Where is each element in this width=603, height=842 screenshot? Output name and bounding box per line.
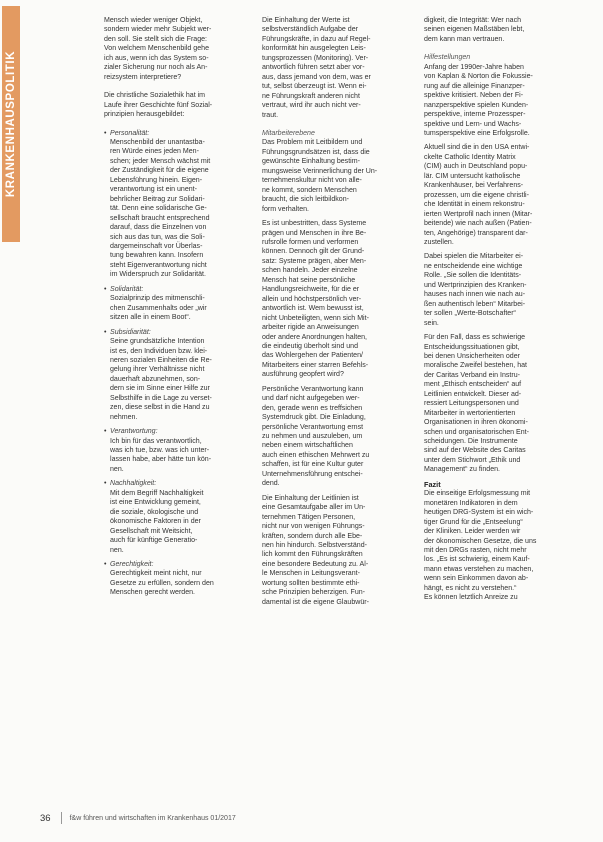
text-line: die soziale, ökologische und: [110, 508, 199, 516]
text-line: lassen habe, aber hätte tun kön-: [110, 456, 212, 464]
text-line: sich aus das tun, was die Soli-: [110, 233, 205, 241]
text-line: hängt, es nicht zu verstehen.“: [424, 584, 517, 592]
text-line: gelung ihrer Verhältnisse nicht: [110, 366, 205, 374]
principle-title: Gerechtigkeit:: [110, 561, 154, 569]
text-line: Selbsthilfe in die Lage zu verset-: [110, 394, 212, 402]
text-line: dend.: [262, 480, 280, 488]
footer-divider: [61, 812, 62, 824]
text-line: Das Problem mit Leitbildern und: [262, 139, 363, 147]
text-line: Anfang der 1990er-Jahre haben: [424, 63, 524, 71]
text-line: schen; jeder Mensch wächst mit: [110, 157, 211, 165]
text-line: ternehmenskultur nicht von alle-: [262, 177, 362, 185]
text-line: von Kaplan & Norton die Fokussie-: [424, 73, 533, 81]
text-line: Krankenhäuser, bei Verfahrens-: [424, 182, 524, 190]
col3-para1: [424, 16, 574, 44]
principle-item: [104, 328, 254, 423]
text-line: ökonomische Faktoren in der: [110, 518, 201, 526]
text-line: ren Würde eines jeden Men-: [110, 148, 199, 156]
text-line: schen und organisatorischen Ent-: [424, 428, 529, 436]
text-line: ne Führungskraft anderen nicht: [262, 92, 360, 100]
text-line: Es können letztlich Anreize zu: [424, 594, 518, 602]
principles-list: [104, 129, 254, 598]
text-line: nen.: [110, 546, 124, 554]
text-line: persönliche Verantwortung ernst: [262, 423, 364, 431]
text-line: auch für künftige Generatio-: [110, 537, 198, 545]
principle-item: [104, 129, 254, 280]
text-line: spektive kritisiert. Neben der Fi-: [424, 92, 524, 100]
text-line: ment „Ethisch entscheiden“ auf: [424, 381, 522, 389]
text-line: den soll. Sie stellt sich die Frage:: [104, 35, 208, 43]
text-line: Die Einhaltung der Werte ist: [262, 17, 350, 24]
text-line: Mitarbeiters einer starren Befehls-: [262, 361, 369, 369]
text-line: auch einen ethischen Mehrwert zu: [262, 451, 370, 459]
text-line: zialer Sicherung nur noch als An-: [104, 64, 208, 72]
text-line: Gesellschaft mit Weitsicht,: [110, 527, 193, 535]
text-line: Von welchem Menschenbild gehe: [104, 45, 209, 53]
text-line: Sozialprinzip des mitmenschli-: [110, 295, 205, 303]
text-line: reizsystem interpretiere?: [104, 73, 182, 81]
text-line: den, gerade wenn es treffsichen: [262, 404, 363, 412]
text-line: ten, Angehörige) transparent dar-: [424, 229, 528, 237]
heading-hilfestellungen: Hilfestellungen: [424, 54, 471, 62]
text-line: Rolle. „Sie sollen die Identitäts-: [424, 272, 522, 280]
principle-title: Nachhaltigkeit:: [110, 480, 157, 488]
text-line: Die Einhaltung der Leitlinien ist: [262, 494, 359, 502]
text-line: Aktuell sind die in den USA entwi-: [424, 144, 530, 152]
principle-item: [104, 427, 254, 474]
text-line: rufsrolle formen und verformen: [262, 238, 359, 246]
text-line: allein und höchstpersönlich ver-: [262, 295, 362, 303]
bullet-icon: •: [104, 561, 107, 569]
text-line: Organisationen in ihren ökonomi-: [424, 419, 528, 427]
text-line: darauf, dass die Einzelnen von: [110, 224, 207, 232]
text-line: Management“ zu finden.: [424, 466, 500, 474]
text-line: vertraut, wird ihr auch nicht ver-: [262, 102, 361, 110]
principle-item: [104, 560, 254, 598]
text-line: ausführung geopfert wird?: [262, 371, 344, 379]
text-line: Lebensführung hinein. Eigen-: [110, 176, 203, 184]
principle-title: Solidarität:: [110, 285, 144, 293]
text-line: neben einem wirtschaftlichen: [262, 442, 353, 450]
text-line: unter dem Stichwort „Ethik und: [424, 456, 521, 464]
text-line: Ich bin für das verantwortlich,: [110, 437, 202, 445]
bullet-icon: •: [104, 328, 107, 336]
text-line: nicht Unbeteiligten, wenn sich Mit-: [262, 314, 369, 322]
text-line: Entscheidungssituationen gibt,: [424, 343, 520, 351]
text-line: seinen eigenen Maßstäben lebt,: [424, 26, 525, 34]
text-line: ter sollen „Werte-Botschafter“: [424, 310, 516, 318]
text-line: der Zuständigkeit für die eigene: [110, 167, 209, 175]
text-line: und Wertprinzipien des Kranken-: [424, 281, 527, 289]
text-line: der ökonomischen Gesetze, die uns: [424, 537, 537, 545]
heading-fazit: Fazit: [424, 479, 441, 489]
bullet-icon: •: [104, 480, 107, 488]
text-line: sellschaft braucht entsprechend: [110, 214, 210, 222]
text-line: ßen authentisch leben“ Mitarbei-: [424, 300, 526, 308]
text-line: mann etwas verstehen zu machen,: [424, 565, 534, 573]
text-line: Seine grundsätzliche Intention: [110, 338, 205, 346]
text-line: eine besondere Bedeutung zu. Al-: [262, 560, 369, 568]
bullet-icon: •: [104, 428, 107, 436]
text-line: sche Prinzipien beherzigen. Fun-: [262, 589, 366, 597]
text-line: monetären Indikatoren in dem: [424, 499, 518, 507]
text-line: tut, selbst überzeugt ist. Wenn ei-: [262, 83, 367, 91]
text-line: perspektive, interne Prozessper-: [424, 111, 526, 119]
column-3: [424, 16, 574, 603]
text-line: Leitlinien entwickelt. Dieser ad-: [424, 390, 522, 398]
text-line: mit den DRGs rasten, nicht mehr: [424, 547, 527, 555]
text-line: Mensch hat seine persönliche: [262, 276, 356, 284]
text-line: nehmen.: [110, 413, 138, 421]
text-line: dem kann man vertrauen.: [424, 35, 505, 43]
text-line: tumsperspektive eine Erfolgsrolle.: [424, 129, 530, 137]
page-footer: [40, 812, 236, 824]
text-line: Führungsgrundsätzen ist, dass die: [262, 148, 370, 156]
principle-title: Personalität:: [110, 129, 150, 137]
text-line: neren sozialen Einheiten die Re-: [110, 356, 212, 364]
text-line: Mitarbeiter in wertorientierten: [424, 409, 516, 417]
text-line: digkeit, die Integrität: Wer nach: [424, 17, 522, 24]
text-line: satz: Systeme prägen, aber Men-: [262, 257, 367, 265]
text-line: können. Dennoch gilt der Grund-: [262, 248, 365, 256]
column-1: [104, 16, 254, 598]
text-line: oder andere Anordnungen halten,: [262, 333, 368, 341]
text-line: antwortlich ist. Wem bewusst ist,: [262, 305, 364, 313]
text-line: wortung sollten bestimmte ethi-: [262, 579, 360, 587]
col3-para3: [424, 143, 574, 247]
text-line: konformität hin ausgelegten Leis-: [262, 45, 366, 53]
text-line: ressiert Leitungspersonen und: [424, 400, 519, 408]
page-number: 36: [40, 812, 51, 824]
text-line: Menschen gerecht werden.: [110, 589, 196, 597]
text-line: ist eine Entwicklung gemeint,: [110, 499, 201, 507]
text-line: arbeiter rigide an Anweisungen: [262, 324, 359, 332]
text-line: der Kliniken. Leider werden wir: [424, 528, 521, 536]
text-line: braucht, die sich leitbildkon-: [262, 196, 349, 204]
text-line: Für den Fall, dass es schwierige: [424, 334, 526, 342]
text-line: prozessen, um die eigene christli-: [424, 191, 529, 199]
col2-para1: [262, 16, 414, 120]
text-line: Systemdruck gibt. Die Einladung,: [262, 414, 366, 422]
text-line: selbstverständlich Aufgabe der: [262, 26, 358, 34]
text-line: nen hin hindurch. Selbstverständ-: [262, 542, 367, 550]
text-line: prägen und Menschen in ihre Be-: [262, 229, 367, 237]
text-line: nanzperspektive spielen Kunden-: [424, 101, 529, 109]
text-line: tung bewahren kann. Insofern: [110, 252, 204, 260]
text-line: los. „Es ist schwierig, einem Kauf-: [424, 556, 530, 564]
text-line: Mensch wieder weniger Objekt,: [104, 17, 203, 24]
section-tab-label: KRANKENHAUSPOLITIK: [5, 50, 17, 198]
text-line: verantwortung ist ein unent-: [110, 186, 197, 194]
text-line: Es ist unbestritten, dass Systeme: [262, 220, 367, 228]
text-line: tungsprozessen (Monitoring). Ver-: [262, 54, 369, 62]
text-line: schen handeln. Jeder einzelne: [262, 267, 358, 275]
text-line: Führungskräfte, in dazu auf Regel-: [262, 35, 371, 43]
text-line: ne kommt, sondern Menschen: [262, 186, 357, 194]
text-line: im Widerspruch zur Solidarität.: [110, 271, 206, 279]
text-line: gewünschte Einhaltung bestim-: [262, 158, 360, 166]
text-line: Handlungsreichweite, für die er: [262, 286, 360, 294]
col2-para2: [262, 138, 414, 214]
principle-title: Verantwortung:: [110, 428, 158, 436]
col2-para3: [262, 219, 414, 380]
text-line: sein.: [424, 319, 439, 327]
principle-item: [104, 285, 254, 323]
text-line: wenn sein Einkommen davon ab-: [424, 575, 529, 583]
text-line: zustellen.: [424, 238, 454, 246]
text-line: ternehmen Tätigen Personen,: [262, 513, 356, 521]
text-line: traut.: [262, 111, 279, 119]
text-line: hauses nach innen wie nach au-: [424, 291, 526, 299]
text-line: Dabei spielen die Mitarbeiter ei-: [424, 253, 524, 261]
text-line: das Wohlergehen der Patienten/: [262, 352, 363, 360]
text-line: Gerechtigkeit meint nicht, nur: [110, 570, 202, 578]
text-line: lich kommt den Führungskräften: [262, 551, 363, 559]
text-line: form verhalten.: [262, 205, 309, 213]
text-line: bei denen Unsicherheiten oder: [424, 352, 520, 360]
text-line: aus, dass jemand von dem, was er: [262, 73, 371, 81]
col2-para4: [262, 385, 414, 489]
text-line: eine Gesamtaufgabe aller im Un-: [262, 504, 366, 512]
text-line: Persönliche Verantwortung kann: [262, 385, 364, 393]
text-line: chen Zusammenhalts oder „wir: [110, 304, 207, 312]
heading-mitarbeiterebene: Mitarbeiterebene: [262, 129, 315, 137]
text-line: Mit dem Begriff Nachhaltigkeit: [110, 489, 204, 497]
text-line: (CIM) auch in Deutschland popu-: [424, 163, 528, 171]
text-line: die eindeutig überholt sind und: [262, 342, 358, 350]
text-line: dargemeinschaft vor Überlas-: [110, 242, 203, 250]
text-line: sitzen alle in einem Boot“.: [110, 314, 191, 322]
text-line: le Menschen in Leitungsverant-: [262, 570, 360, 578]
col3-para2: [424, 63, 574, 139]
text-line: ne entscheidende eine wichtige: [424, 262, 523, 270]
section-tab: [0, 0, 22, 842]
text-line: tät. Denn eine solidarische Ge-: [110, 205, 207, 213]
text-line: ist es, den Individuen bzw. klei-: [110, 347, 208, 355]
text-line: Gesetze zu erfüllen, sondern den: [110, 579, 214, 587]
publication-name: f&w führen und wirtschaften im Krankenhaus 01/2017: [69, 814, 236, 822]
principle-item: [104, 479, 254, 555]
text-line: ierten Wertprofil nach innen (Mitar-: [424, 210, 533, 218]
text-line: dauerhaft abzunehmen, son-: [110, 375, 201, 383]
text-line: der Caritas Verband ein Instru-: [424, 371, 520, 379]
text-line: behrlicher Beitrag zur Solidari-: [110, 195, 205, 203]
text-line: Laufe ihrer Geschichte fünf Sozial-: [104, 101, 213, 109]
text-line: mungsweise Verinnerlichung der Un-: [262, 167, 378, 175]
text-line: Die christliche Sozialethik hat im: [104, 92, 206, 100]
text-line: nen.: [110, 465, 124, 473]
text-line: moralische Zweifel bestehen, hat: [424, 362, 528, 370]
col3-para4: [424, 252, 574, 328]
text-line: antwortlich führen setzt aber vor-: [262, 64, 365, 72]
text-line: steht Eigenverantwortung nicht: [110, 261, 207, 269]
text-line: beitende) wie nach außen (Patien-: [424, 220, 532, 228]
text-line: ckelte Catholic Identity Matrix: [424, 153, 516, 161]
text-line: prinzipien herausgebildet:: [104, 111, 185, 119]
text-line: spektive und Lern- und Wachs-: [424, 120, 522, 128]
text-line: sind auf der Website des Caritas: [424, 447, 526, 455]
column-2: [262, 16, 414, 607]
text-line: lär. CIM untersucht katholische: [424, 172, 521, 180]
text-line: nicht nur von wenigen Führungs-: [262, 523, 365, 531]
principle-title: Subsidiarität:: [110, 328, 151, 336]
text-line: heutigen DRG-System ist ein wich-: [424, 509, 534, 517]
col1-intro: [104, 16, 254, 82]
col1-para2: [104, 91, 254, 119]
text-line: damental ist die eigene Glaubwür-: [262, 598, 369, 606]
bullet-icon: •: [104, 285, 107, 293]
text-line: Die einseitige Erfolgsmessung mit: [424, 490, 531, 498]
text-line: ich aus, wenn ich das System so-: [104, 54, 209, 62]
text-line: Unternehmensführung entschei-: [262, 470, 363, 478]
text-line: Menschenbild der unantastba-: [110, 138, 205, 146]
text-line: kräften, sondern durch alle Ebe-: [262, 532, 363, 540]
col2-para5: [262, 494, 414, 607]
text-line: zu nehmen und auszuleben, um: [262, 433, 363, 441]
text-line: scheidungen. Die Instrumente: [424, 438, 518, 446]
bullet-icon: •: [104, 129, 107, 137]
text-line: was ich tue, bzw. was ich unter-: [110, 447, 210, 455]
text-line: rung auf die alleinige Finanzper-: [424, 82, 525, 90]
text-line: zen, diese selbst in die Hand zu: [110, 404, 210, 412]
text-line: che Identität in einem rekonstru-: [424, 201, 525, 209]
col3-para5: [424, 333, 574, 475]
col3-fazit: [424, 489, 574, 602]
text-line: schaffen, ist für eine Kultur guter: [262, 461, 364, 469]
text-line: dern sie im Sinne einer Hilfe zur: [110, 385, 210, 393]
text-line: und darf nicht aufgegeben wer-: [262, 395, 360, 403]
text-line: tiger Grund für die „Entseelung“: [424, 518, 523, 526]
text-line: sondern wieder mehr Subjekt wer-: [104, 26, 212, 34]
